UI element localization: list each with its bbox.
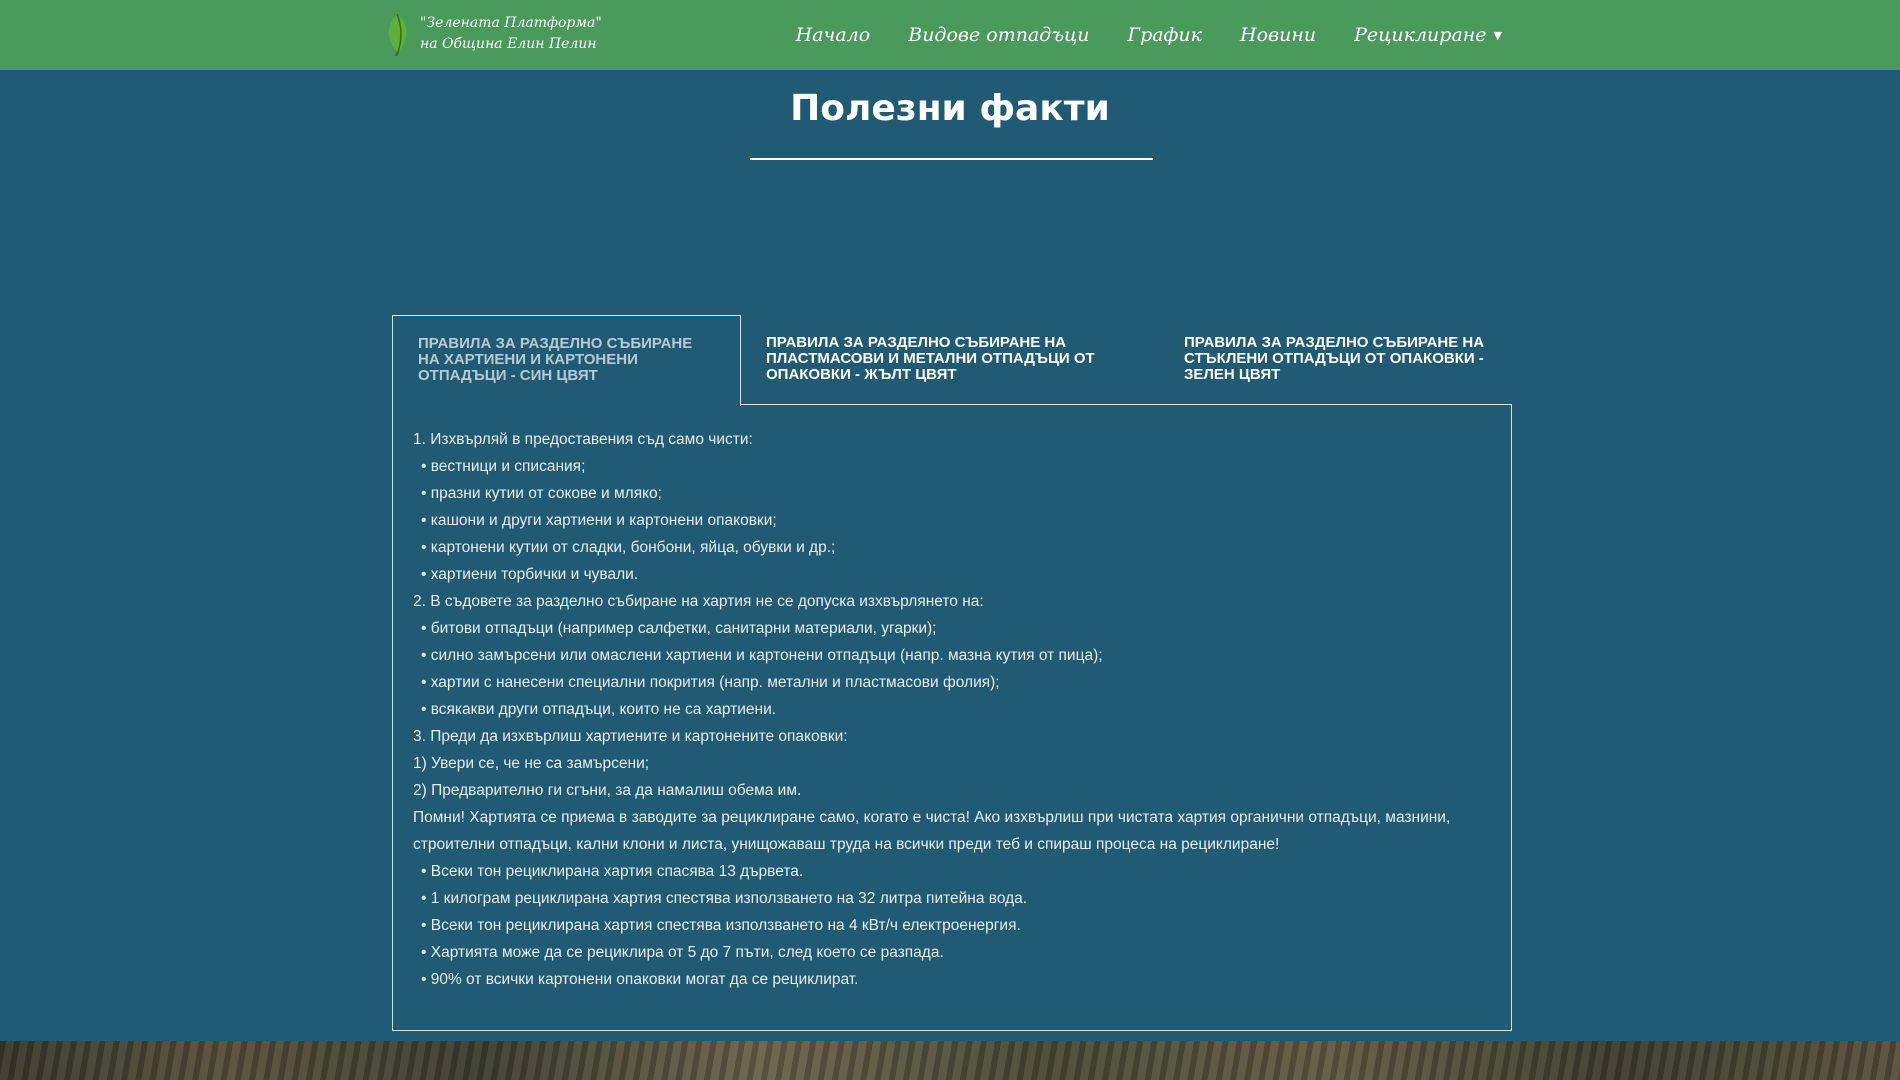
main-nav (796, 0, 1502, 70)
fact-line: • 1 килограм рециклирана хартия спестява използването на 32 литра питейна вода. (421, 890, 1028, 907)
page-title: Полезни факти (790, 88, 1110, 129)
rule-line: 1) Увери се, че не са замърсени; (413, 755, 650, 772)
rule-line: • празни кутии от сокове и мляко; (421, 485, 662, 502)
rule-line: • битови отпадъци (например салфетки, санитарни материали, угарки); (421, 620, 937, 637)
fact-line: • Всеки тон рециклирана хартия спасява 13 дървета. (421, 863, 804, 880)
brand-logo-link[interactable] (382, 12, 602, 56)
nav-dropdown-recycling-label: Рециклиране (1354, 24, 1487, 46)
rule-line: • кашони и други хартиени и картонени опаковки; (421, 512, 777, 529)
tab-paper-rules[interactable]: ПРАВИЛА ЗА РАЗДЕЛНО СЪБИРАНЕ НА ХАРТИЕНИ И КАРТОНЕНИ ОТПАДЪЦИ - СИН ЦВЯТ (392, 315, 741, 406)
leaf-icon (382, 12, 412, 56)
rule-line: 2. В съдовете за разделно събиране на хартия не се допуска изхвърлянето на: (413, 593, 984, 610)
rule-line: • силно замърсени или омаслени хартиени и картонени отпадъци (напр. мазна кутия от пица); (421, 647, 1103, 664)
rules-tabs (392, 315, 1512, 405)
nav-link-news[interactable]: Новини (1240, 24, 1317, 46)
brand-line-2: на Община Елин Пелин (420, 36, 597, 52)
fact-line: • Всеки тон рециклирана хартия спестява използването на 4 кВт/ч електроенергия. (421, 917, 1021, 934)
nav-link-schedule[interactable]: График (1127, 24, 1203, 46)
rule-line: 1. Изхвърляй в предоставения съд само чисти: (413, 431, 753, 448)
rule-line: 2) Предварително ги сгъни, за да намалиш обема им. (413, 782, 802, 799)
rule-line: 3. Преди да изхвърлиш хартиените и картонените опаковки: (413, 728, 848, 745)
caret-down-icon: ▼ (1493, 28, 1502, 42)
rule-line: • вестници и списания; (421, 458, 586, 475)
brand-name (420, 13, 602, 55)
nav-dropdown-recycling[interactable] (1354, 24, 1502, 46)
rule-line: • картонени кутии от сладки, бонбони, яйца, обувки и др.; (421, 539, 836, 556)
footer-forest-image (0, 1041, 1900, 1080)
rule-line: • хартии с нанесени специални покрития (напр. метални и пластмасови фолия); (421, 674, 1000, 691)
fact-line: • Хартията може да се рециклира от 5 до 7 пъти, след което се разпада. (421, 944, 944, 961)
tab-plastic-metal-rules[interactable]: ПРАВИЛА ЗА РАЗДЕЛНО СЪБИРАНЕ НА ПЛАСТМАСОВИ И МЕТАЛНИ ОТПАДЪЦИ ОТ ОПАКОВКИ - ЖЪЛТ ЦВЯТ (766, 334, 1095, 383)
tab-content-panel (392, 404, 1512, 1031)
nav-link-waste-types[interactable]: Видове отпадъци (908, 24, 1090, 46)
fact-line: • 90% от всички картонени опаковки могат да се рециклират. (421, 971, 859, 988)
nav-link-home[interactable]: Начало (795, 24, 871, 46)
reminder-paragraph: Помни! Хартията се приема в заводите за рециклиране само, когато е чиста! Ако изхвърлиш при чистата хартия органични отпадъци, мазнини, строителни отпадъци, кални клони и листа, унищожаваш труда на всички преди теб и спираш процеса на рециклиране! (413, 809, 1451, 853)
rule-line: • хартиени торбички и чували. (421, 566, 639, 583)
top-navbar (0, 0, 1900, 70)
title-divider (750, 158, 1153, 160)
tab-glass-rules[interactable]: ПРАВИЛА ЗА РАЗДЕЛНО СЪБИРАНЕ НА СТЪКЛЕНИ ОТПАДЪЦИ ОТ ОПАКОВКИ - ЗЕЛЕН ЦВЯТ (1184, 334, 1485, 383)
rule-line: • всякакви други отпадъци, които не са хартиени. (421, 701, 777, 718)
brand-line-1: "Зелената Платформа" (420, 15, 602, 31)
